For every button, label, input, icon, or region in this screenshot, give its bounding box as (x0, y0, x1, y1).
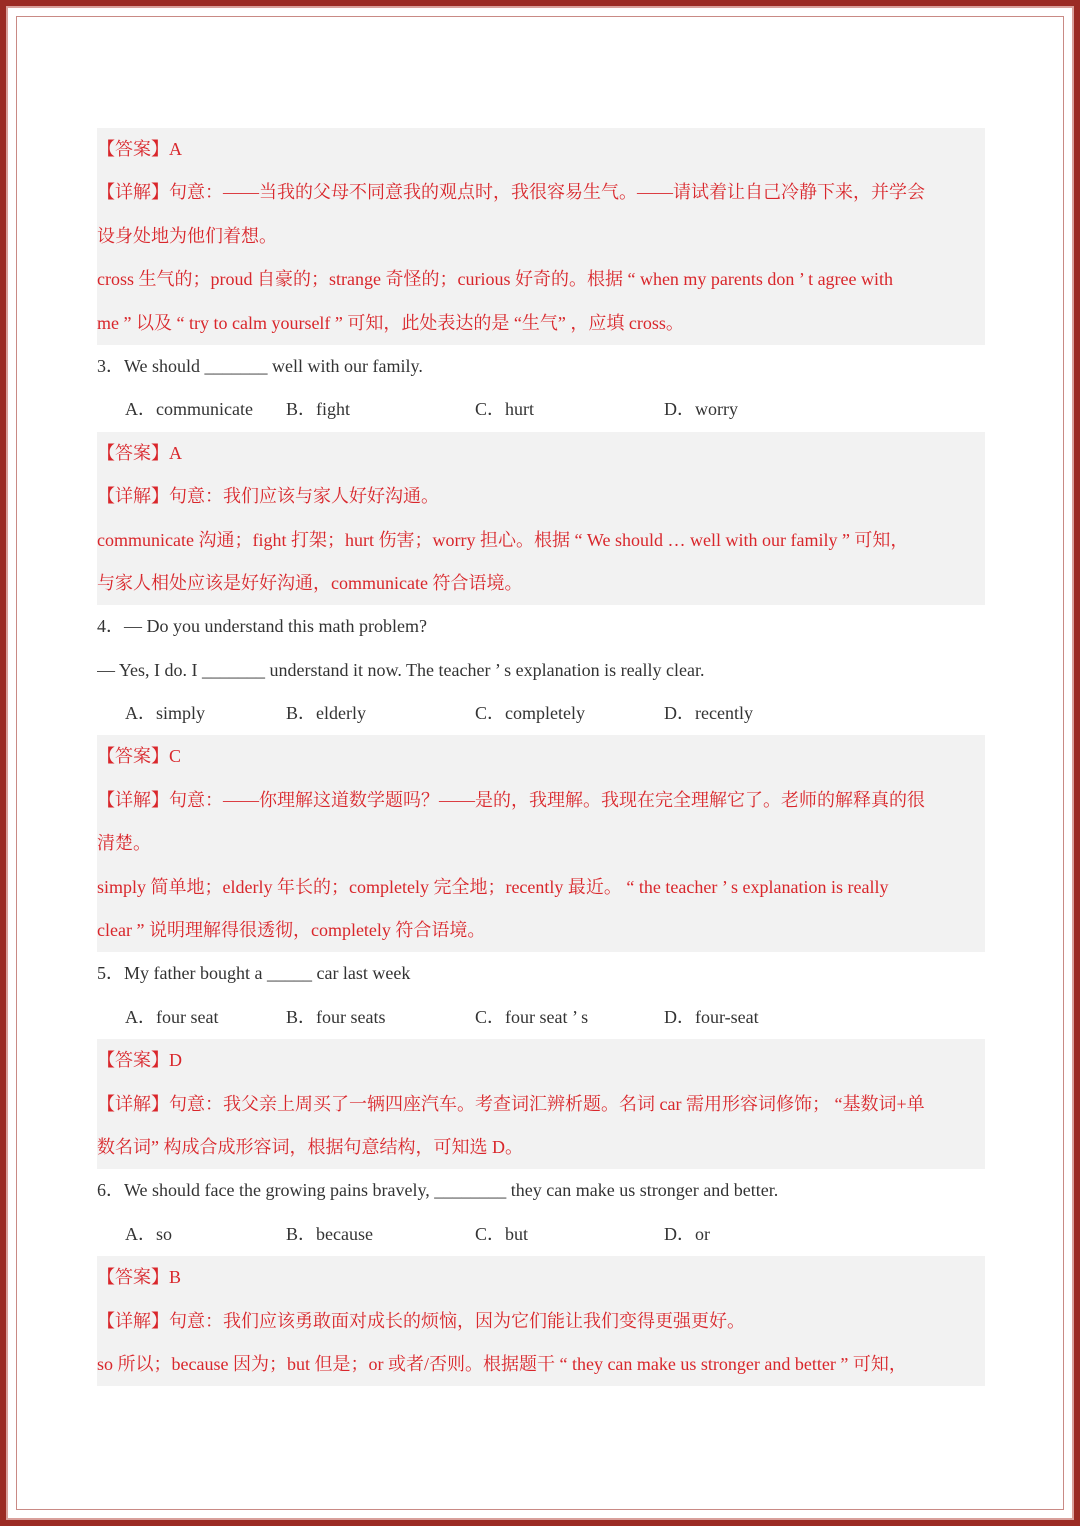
detail-line: 数名词” 构成合成形容词，根据句意结构，可知选 D。 (97, 1136, 523, 1157)
question-5: 5．My father bought a _____ car last week (97, 963, 411, 984)
question-4: 4．— Do you understand this math problem? (97, 616, 427, 637)
option-c: C．completely (475, 703, 585, 724)
detail-line: 【详解】句意：——你理解这道数学题吗？——是的，我理解。我现在完全理解它了。老师的解释真的很 (97, 789, 925, 810)
option-b: B．fight (286, 399, 351, 420)
detail-line: clear ” 说明理解得很透彻，completely 符合语境。 (97, 920, 486, 941)
detail-line: 【详解】句意：——当我的父母不同意我的观点时，我很容易生气。——请试着让自己冷静下来，并学会 (97, 182, 925, 203)
detail-line: cross 生气的；proud 自豪的；strange 奇怪的；curious 好奇的。根据 “ when my parents don ’ t agree with (97, 269, 894, 290)
option-d: D．or (664, 1223, 710, 1244)
answer-block (97, 735, 985, 952)
answer-block (97, 1039, 985, 1169)
document-content (97, 128, 985, 1386)
detail-line: 【详解】句意：我们应该勇敢面对成长的烦恼，因为它们能让我们变得更强更好。 (97, 1310, 745, 1331)
detail-line: 与家人相处应该是好好沟通，communicate 符合语境。 (97, 572, 523, 593)
option-a: A．so (125, 1223, 173, 1244)
answer-line: 【答案】B (97, 1267, 182, 1288)
option-b: B．because (286, 1223, 373, 1244)
answer-block (97, 432, 985, 606)
option-d: D．recently (664, 703, 753, 724)
option-a: A．simply (125, 703, 206, 724)
option-c: C．but (475, 1223, 529, 1244)
option-a: A．communicate (125, 399, 253, 420)
options-row (97, 996, 985, 1039)
detail-line: simply 简单地；elderly 年长的；completely 完全地；recently 最近。 “ the teacher ’ s explanation is really (97, 876, 889, 897)
detail-line: 【详解】句意：我父亲上周买了一辆四座汽车。考查词汇辨析题。名词 car 需用形容词修饰； “基数词+单 (97, 1093, 925, 1114)
option-d: D．worry (664, 399, 738, 420)
question-3: 3．We should _______ well with our family. (97, 355, 423, 376)
option-b: B．four seats (286, 1006, 386, 1027)
detail-line: 设身处地为他们着想。 (97, 225, 277, 246)
question-6: 6．We should face the growing pains bravely, ________ they can make us stronger and better. (97, 1180, 779, 1201)
answer-block (97, 1256, 985, 1386)
detail-line: 【详解】句意：我们应该与家人好好沟通。 (97, 486, 439, 507)
option-c: C．four seat ’ s (475, 1006, 589, 1027)
detail-line: me ” 以及 “ try to calm yourself ” 可知，此处表达的是 “生气” ，应填 cross。 (97, 312, 684, 333)
options-row (97, 1213, 985, 1256)
option-c: C．hurt (475, 399, 535, 420)
detail-line: communicate 沟通；fight 打架；hurt 伤害；worry 担心。根据 “ We should … well with our family ” 可知， (97, 529, 909, 550)
detail-line: so 所以；because 因为；but 但是；or 或者/否则。根据题干 “ they can make us stronger and better ” 可知， (97, 1353, 907, 1374)
option-d: D．four-seat (664, 1006, 759, 1027)
answer-line: 【答案】A (97, 139, 182, 159)
detail-line: 清楚。 (97, 833, 151, 854)
answer-line: 【答案】D (97, 1050, 182, 1071)
question-4-reply: — Yes, I do. I _______ understand it now. The teacher ’ s explanation is really clear. (97, 659, 705, 680)
options-row (97, 388, 985, 431)
answer-line: 【答案】C (97, 746, 182, 767)
option-a: A．four seat (125, 1006, 219, 1027)
options-row (97, 692, 985, 735)
answer-block (97, 128, 985, 345)
answer-line: 【答案】A (97, 442, 182, 463)
option-b: B．elderly (286, 703, 366, 724)
